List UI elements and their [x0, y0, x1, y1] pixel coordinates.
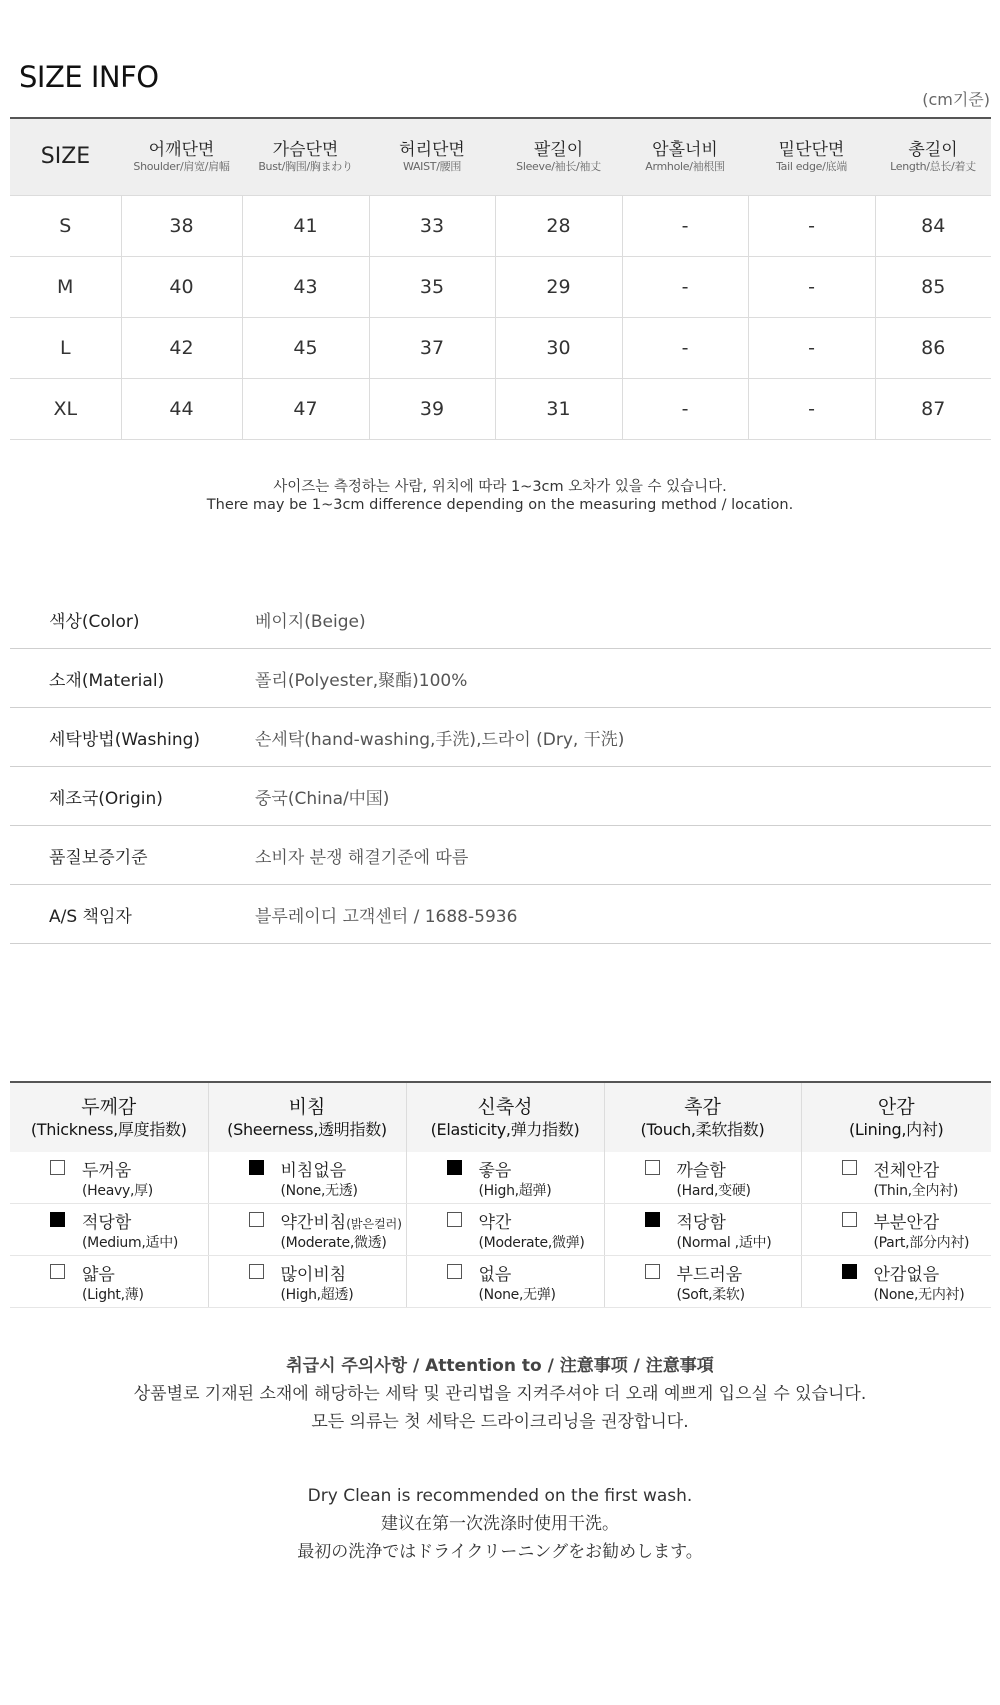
value-cell: - — [622, 256, 748, 317]
option-thickness-medium — [10, 1204, 208, 1255]
checkbox-icon — [842, 1212, 857, 1227]
option-cell — [604, 1256, 801, 1308]
header-thickness: 두께감 (Thickness,厚度指数) — [10, 1082, 208, 1152]
properties-row — [10, 1152, 991, 1204]
care-line-2: 모든 의류는 첫 세탁은 드라이크리닝을 권장합니다. — [311, 1412, 689, 1432]
care-ja: 最初の洗浄ではドライクリーニングをお勧めします。 — [297, 1542, 703, 1562]
value-cell: - — [748, 317, 875, 378]
info-row-washing — [10, 708, 991, 767]
unit-label: (cm기준) — [922, 90, 990, 109]
header-elasticity: 신축성 (Elasticity,弹力指数) — [406, 1082, 604, 1152]
size-cell: S — [10, 195, 121, 256]
info-value: 중국(China/中国) — [255, 767, 991, 826]
value-cell: 40 — [121, 256, 242, 317]
properties-header — [10, 1082, 991, 1152]
info-label: 색상(Color) — [10, 590, 255, 649]
option-sublabel: (Thin,全内衬) — [873, 1183, 959, 1199]
value-cell: - — [748, 195, 875, 256]
option-cell — [10, 1204, 208, 1256]
info-label: A/S 책임자 — [10, 885, 255, 944]
option-touch-soft — [605, 1256, 801, 1307]
option-cell — [208, 1204, 406, 1256]
info-value: 소비자 분쟁 해결기준에 따름 — [255, 826, 991, 885]
option-sublabel: (High,超透) — [280, 1287, 354, 1303]
option-label: 두꺼움 — [82, 1161, 132, 1181]
care-multilang — [0, 1482, 1000, 1566]
value-cell: 43 — [242, 256, 369, 317]
option-cell — [801, 1204, 991, 1256]
value-cell: 39 — [369, 378, 495, 439]
option-thickness-heavy — [10, 1152, 208, 1203]
care-line-1: 상품별로 기재된 소재에 해당하는 세탁 및 관리법을 지켜주셔야 더 오래 예쁘게 입으실 수 있습니다. — [133, 1384, 867, 1404]
option-lining-part — [802, 1204, 992, 1255]
checkbox-icon — [447, 1264, 462, 1279]
option-elasticity-moderate — [407, 1204, 604, 1255]
column-header-waist: 허리단면 WAIST/腰围 — [369, 118, 495, 195]
info-value: 블루레이디 고객센터 / 1688-5936 — [255, 885, 991, 944]
option-label: 많이비침 — [280, 1265, 347, 1285]
value-cell: 84 — [875, 195, 991, 256]
info-value: 폴리(Polyester,聚酯)100% — [255, 649, 991, 708]
size-row — [10, 378, 991, 439]
size-column-header: SIZE — [10, 118, 121, 195]
option-sublabel: (None,无内衬) — [873, 1287, 965, 1303]
value-cell: 37 — [369, 317, 495, 378]
option-touch-hard — [605, 1152, 801, 1203]
option-sublabel: (Hard,变硬) — [676, 1183, 751, 1199]
option-lining-none — [802, 1256, 992, 1307]
option-cell — [208, 1256, 406, 1308]
option-label: 전체안감 — [873, 1161, 940, 1181]
value-cell: 28 — [495, 195, 622, 256]
value-cell: 47 — [242, 378, 369, 439]
option-label: 약간비침(밝은컬러) — [280, 1213, 402, 1233]
care-en: Dry Clean is recommended on the first wash. — [307, 1486, 693, 1506]
checkbox-icon — [447, 1212, 462, 1227]
info-label: 품질보증기준 — [10, 826, 255, 885]
info-row-origin — [10, 767, 991, 826]
value-cell: 85 — [875, 256, 991, 317]
size-cell: XL — [10, 378, 121, 439]
fabric-properties-table — [10, 1081, 991, 1308]
option-cell — [406, 1204, 604, 1256]
option-cell — [208, 1152, 406, 1204]
info-label: 소재(Material) — [10, 649, 255, 708]
option-sheerness-none — [209, 1152, 406, 1203]
size-row — [10, 195, 991, 256]
header-touch: 촉감 (Touch,柔软指数) — [604, 1082, 801, 1152]
value-cell: 30 — [495, 317, 622, 378]
value-cell: 38 — [121, 195, 242, 256]
value-cell: 31 — [495, 378, 622, 439]
value-cell: 35 — [369, 256, 495, 317]
option-sublabel: (Heavy,厚) — [82, 1183, 153, 1199]
option-sublabel: (None,无弹) — [478, 1287, 556, 1303]
option-lining-full — [802, 1152, 992, 1203]
option-sublabel: (Medium,适中) — [82, 1235, 179, 1251]
checkbox-icon — [249, 1264, 264, 1279]
size-note-ko: 사이즈는 측정하는 사람, 위치에 따라 1~3cm 오차가 있을 수 있습니다. — [273, 479, 727, 495]
value-cell: 45 — [242, 317, 369, 378]
value-cell: - — [622, 317, 748, 378]
care-section — [0, 1352, 1000, 1436]
column-header-armhole: 암홀너비 Armhole/袖根围 — [622, 118, 748, 195]
option-sublabel: (Moderate,微弹) — [478, 1235, 585, 1251]
column-header-shoulder: 어깨단면 Shoulder/肩宽/肩幅 — [121, 118, 242, 195]
option-sublabel: (Light,薄) — [82, 1287, 144, 1303]
care-zh: 建议在第一次洗涤时使用干洗。 — [381, 1514, 619, 1534]
value-cell: - — [622, 195, 748, 256]
option-cell — [801, 1152, 991, 1204]
value-cell: 87 — [875, 378, 991, 439]
size-info-title: SIZE INFO — [19, 60, 159, 94]
option-label: 까슬함 — [676, 1161, 726, 1181]
checkbox-icon — [842, 1264, 857, 1279]
checkbox-icon — [50, 1264, 65, 1279]
properties-row — [10, 1204, 991, 1256]
checkbox-icon — [249, 1160, 264, 1175]
option-label-note: (밝은컬러) — [346, 1217, 402, 1231]
checkbox-icon — [645, 1264, 660, 1279]
care-title: 취급시 주의사항 / Attention to / 注意事项 / 注意事項 — [286, 1356, 714, 1376]
column-header-length: 총길이 Length/总长/着丈 — [875, 118, 991, 195]
info-row-as — [10, 885, 991, 944]
value-cell: 33 — [369, 195, 495, 256]
option-cell — [406, 1152, 604, 1204]
column-header-bust: 가슴단면 Bust/胸围/胸まわり — [242, 118, 369, 195]
option-label: 비침없음 — [280, 1161, 347, 1181]
info-value: 베이지(Beige) — [255, 590, 991, 649]
size-table — [10, 117, 991, 440]
header-sheerness: 비침 (Sheerness,透明指数) — [208, 1082, 406, 1152]
option-sublabel: (Normal ,适中) — [676, 1235, 772, 1251]
info-row-material — [10, 649, 991, 708]
option-cell — [801, 1256, 991, 1308]
option-sublabel: (Soft,柔软) — [676, 1287, 745, 1303]
value-cell: - — [622, 378, 748, 439]
column-header-sleeve: 팔길이 Sleeve/袖长/袖丈 — [495, 118, 622, 195]
checkbox-icon — [447, 1160, 462, 1175]
option-label: 부분안감 — [873, 1213, 940, 1233]
size-table-header — [10, 118, 991, 195]
option-sublabel: (None,无透) — [280, 1183, 358, 1199]
option-label: 적당함 — [82, 1213, 132, 1233]
info-row-quality — [10, 826, 991, 885]
option-sublabel: (High,超弹) — [478, 1183, 552, 1199]
checkbox-icon — [249, 1212, 264, 1227]
value-cell: 42 — [121, 317, 242, 378]
checkbox-icon — [50, 1160, 65, 1175]
option-elasticity-none — [407, 1256, 604, 1307]
size-row — [10, 256, 991, 317]
info-row-color — [10, 590, 991, 649]
option-thickness-light — [10, 1256, 208, 1307]
info-value: 손세탁(hand-washing,手洗),드라이 (Dry, 干洗) — [255, 708, 991, 767]
option-sheerness-high — [209, 1256, 406, 1307]
size-note-en: There may be 1~3cm difference depending on the measuring method / location. — [206, 497, 794, 513]
size-row — [10, 317, 991, 378]
header-lining: 안감 (Lining,内衬) — [801, 1082, 991, 1152]
properties-row — [10, 1256, 991, 1308]
option-label: 없음 — [478, 1265, 512, 1285]
option-label: 좋음 — [478, 1161, 512, 1181]
option-cell — [604, 1204, 801, 1256]
checkbox-icon — [645, 1212, 660, 1227]
info-label: 세탁방법(Washing) — [10, 708, 255, 767]
value-cell: - — [748, 378, 875, 439]
value-cell: 29 — [495, 256, 622, 317]
option-elasticity-high — [407, 1152, 604, 1203]
option-cell — [10, 1152, 208, 1204]
option-label: 얇음 — [82, 1265, 115, 1285]
value-cell: 44 — [121, 378, 242, 439]
size-cell: M — [10, 256, 121, 317]
checkbox-icon — [842, 1160, 857, 1175]
value-cell: 86 — [875, 317, 991, 378]
value-cell: 41 — [242, 195, 369, 256]
checkbox-icon — [50, 1212, 65, 1227]
option-label: 적당함 — [676, 1213, 726, 1233]
option-cell — [10, 1256, 208, 1308]
option-label: 부드러움 — [676, 1265, 743, 1285]
option-sheerness-moderate — [209, 1204, 406, 1255]
checkbox-icon — [645, 1160, 660, 1175]
product-info-table — [10, 590, 991, 944]
value-cell: - — [748, 256, 875, 317]
option-label: 안감없음 — [873, 1265, 940, 1285]
column-header-tail-edge: 밑단단면 Tail edge/底端 — [748, 118, 875, 195]
option-cell — [406, 1256, 604, 1308]
option-sublabel: (Part,部分内衬) — [873, 1235, 970, 1251]
option-sublabel: (Moderate,微透) — [280, 1235, 387, 1251]
info-label: 제조국(Origin) — [10, 767, 255, 826]
option-label: 약간 — [478, 1213, 512, 1233]
option-touch-normal — [605, 1204, 801, 1255]
option-cell — [604, 1152, 801, 1204]
size-cell: L — [10, 317, 121, 378]
